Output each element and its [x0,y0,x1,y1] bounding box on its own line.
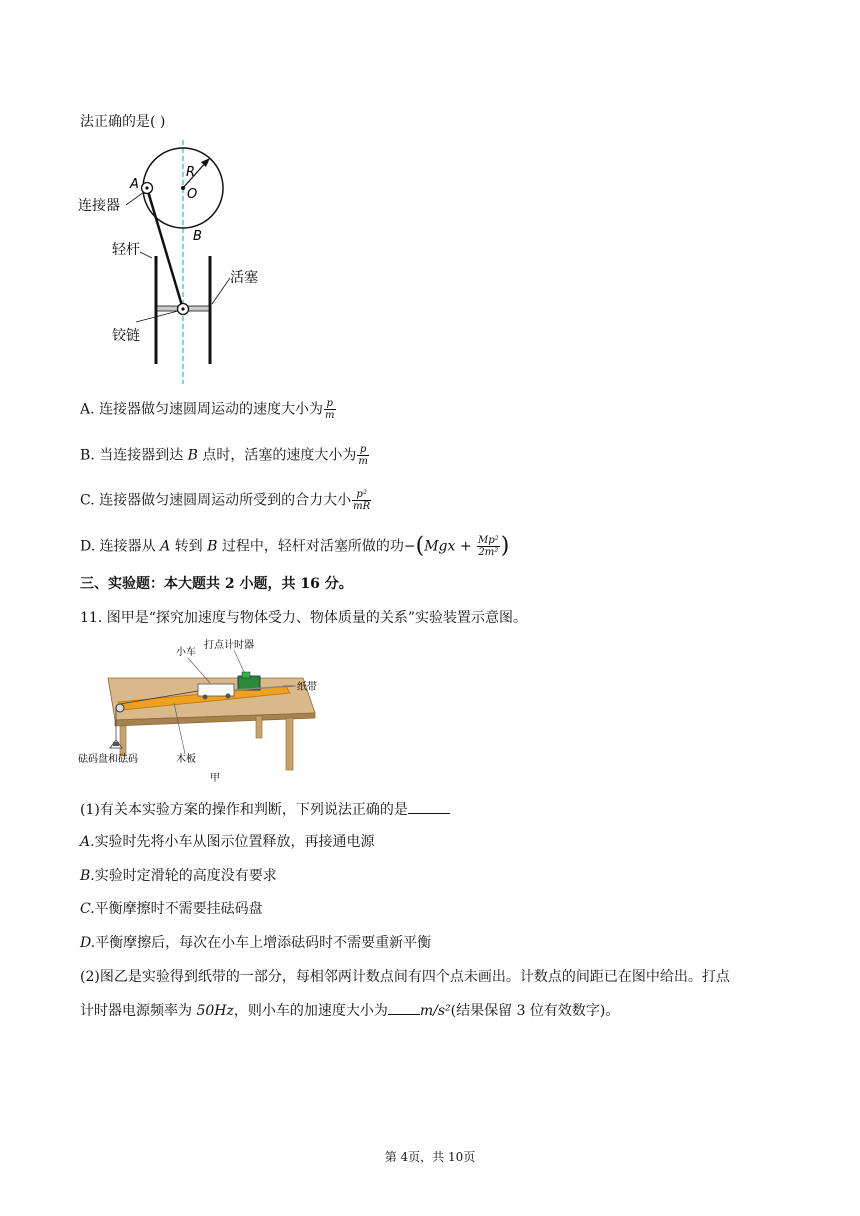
q11-stem: 11. 图甲是“探究加速度与物体受力、物体质量的关系”实验装置示意图。 [80,610,528,626]
label-r: R [186,165,196,180]
q10-stem-tail: 法正确的是( ) [80,114,166,130]
label-board: 木板 [176,754,196,765]
q10-option-b: B. 当连接器到达 B 点时，活塞的速度大小为 $\frac{p}{m}$ [80,444,368,467]
q10-option-d: D. 连接器从 A 转到 B 过程中，轻杆对活塞所做的功−(Mgx + $\frac{\text{Mp²}}{\text{2m²}}$ ) [80,533,510,559]
label-cart: 小车 [176,647,196,658]
label-hinge: 铰链 [112,328,140,344]
label-piston: 活塞 [230,270,258,286]
label-a: A [130,177,139,192]
q11-apparatus-figure [78,636,328,786]
q11-part1-option-b: B.实验时定滑轮的高度没有要求 [80,868,277,884]
q11-part1-stem: (1)有关本实验方案的操作和判断，下列说法正确的是 [80,800,450,820]
q11-part1-option-a: A.实验时先将小车从图示位置释放，再接通电源 [80,834,375,850]
answer-blank [388,1002,420,1015]
page-footer: 第 4页，共 10页 [384,1150,476,1164]
figure-caption-jia: 甲 [210,773,220,784]
label-weights: 砝码盘和砝码 [78,754,138,765]
label-tape: 纸带 [297,682,317,693]
section-3-title: 三、实验题：本大题共 2 小题，共 16 分。 [80,576,353,592]
q11-part1-option-c: C.平衡摩擦时不需要挂砝码盘 [80,901,263,917]
label-connector: 连接器 [78,198,120,214]
label-o: O [187,187,198,202]
label-timer: 打点计时器 [204,640,254,651]
q11-part1-option-d: D.平衡摩擦后，每次在小车上增添砝码时不需要重新平衡 [80,935,432,951]
answer-blank [408,801,450,814]
q11-part2-line1: (2)图乙是实验得到纸带的一部分，每相邻两计数点间有四个点未画出。计数点的间距已在图中给出。打点 [80,969,730,985]
label-rod: 轻杆 [112,242,140,258]
q10-mechanism-figure [74,138,274,388]
q11-part2-line2: 计时器电源频率为 50Hz，则小车的加速度大小为 m/s²(结果保留 3 位有效数字)。 [80,1003,620,1019]
q10-option-a: A. 连接器做匀速圆周运动的速度大小为 $\frac{p}{m}$ [80,398,335,421]
label-b: B [193,229,202,244]
q10-option-c: C. 连接器做匀速圆周运动所受到的合力大小 $\frac{\text{p²}}{mR}$ [80,489,371,512]
